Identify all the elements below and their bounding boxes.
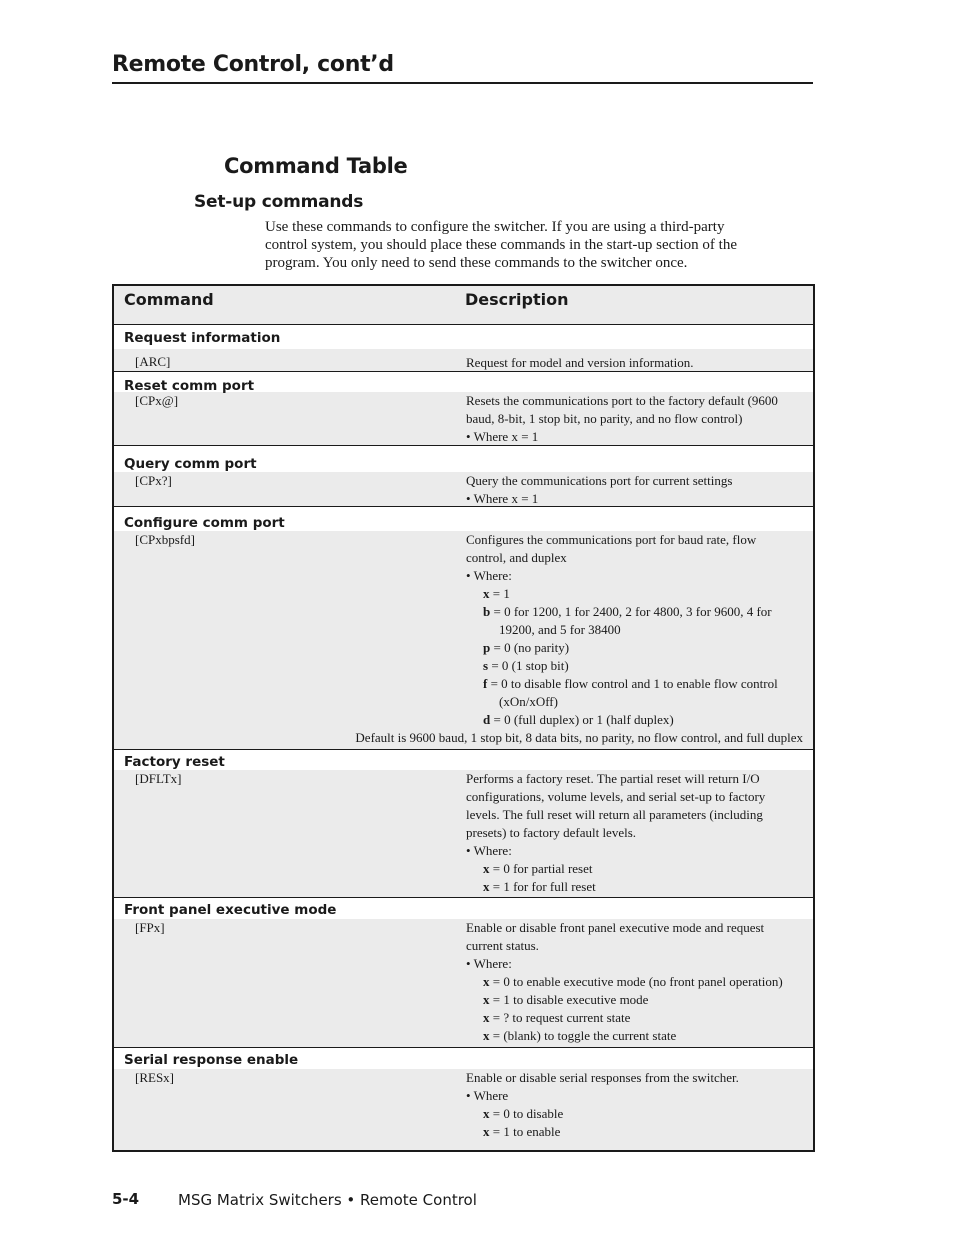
description-line: current status. bbox=[466, 938, 539, 953]
description-line: Performs a factory reset. The partial reset will return I/O bbox=[466, 771, 760, 786]
command-code: [CPx@] bbox=[135, 393, 179, 408]
command-description bbox=[466, 531, 806, 729]
section-heading-row bbox=[114, 897, 813, 919]
parameter-line: x = 0 for partial reset bbox=[483, 861, 593, 876]
intro-paragraph bbox=[265, 218, 805, 272]
description-line: presets) to factory default levels. bbox=[466, 825, 637, 840]
parameter-line: (xOn/xOff) bbox=[499, 694, 558, 709]
description-line: Resets the communications port to the factory default (9600 bbox=[466, 393, 778, 408]
parameter-line: x = ? to request current state bbox=[483, 1010, 631, 1025]
section-heading-row bbox=[114, 749, 813, 770]
subsection-title: Set-up commands bbox=[194, 192, 364, 212]
command-code: [ARC] bbox=[135, 354, 171, 369]
description-line: levels. The full reset will return all parameters (including bbox=[466, 807, 763, 822]
intro-line: Use these commands to configure the switcher. If you are using a third-party bbox=[265, 219, 725, 235]
column-header-description: Description bbox=[465, 290, 569, 309]
table-section bbox=[114, 506, 813, 749]
command-code: [RESx] bbox=[135, 1070, 174, 1085]
command-description bbox=[466, 392, 806, 446]
section-heading-row bbox=[114, 325, 813, 349]
command-code: [CPx?] bbox=[135, 473, 172, 488]
section-heading-row bbox=[114, 445, 813, 472]
section-heading: Configure comm port bbox=[124, 515, 285, 531]
parameter-line: x = 1 for for full reset bbox=[483, 879, 596, 894]
section-heading-row bbox=[114, 506, 813, 531]
description-line: configurations, volume levels, and serial set-up to factory bbox=[466, 789, 766, 804]
description-line: • Where: bbox=[466, 843, 512, 858]
description-line: baud, 8-bit, 1 stop bit, no parity, and no flow control) bbox=[466, 411, 743, 426]
section-heading: Query comm port bbox=[124, 456, 257, 472]
header-rule bbox=[112, 82, 813, 84]
section-heading-row bbox=[114, 371, 813, 392]
description-line: • Where: bbox=[466, 568, 512, 583]
table-section bbox=[114, 371, 813, 445]
table-section bbox=[114, 445, 813, 506]
section-heading-row bbox=[114, 1047, 813, 1069]
description-line: Enable or disable front panel executive mode and request bbox=[466, 920, 765, 935]
command-code: [CPxbpsfd] bbox=[135, 532, 195, 547]
intro-line: control system, you should place these commands in the start-up section of the bbox=[265, 237, 737, 253]
table-section bbox=[114, 1047, 813, 1150]
default-note: Default is 9600 baud, 1 stop bit, 8 data bits, no parity, no flow control, and full duplex bbox=[355, 730, 803, 745]
command-description bbox=[466, 354, 806, 372]
description-line: Request for model and version information. bbox=[466, 355, 694, 370]
description-line: • Where x = 1 bbox=[466, 429, 539, 444]
parameter-line: x = 0 to disable bbox=[483, 1106, 564, 1121]
parameter-line: x = (blank) to toggle the current state bbox=[483, 1028, 677, 1043]
column-header-command: Command bbox=[124, 290, 214, 309]
footer-title: MSG Matrix Switchers • Remote Control bbox=[178, 1191, 477, 1209]
parameter-line: f = 0 to disable flow control and 1 to enable flow control bbox=[483, 676, 778, 691]
section-heading: Factory reset bbox=[124, 754, 225, 770]
command-description bbox=[466, 1069, 806, 1141]
section-heading: Serial response enable bbox=[124, 1052, 299, 1068]
parameter-line: d = 0 (full duplex) or 1 (half duplex) bbox=[483, 712, 674, 727]
parameter-line: x = 1 to enable bbox=[483, 1124, 561, 1139]
command-description bbox=[466, 919, 806, 1045]
table-section bbox=[114, 897, 813, 1047]
description-line: control, and duplex bbox=[466, 550, 567, 565]
description-line: • Where: bbox=[466, 956, 512, 971]
description-line: Configures the communications port for baud rate, flow bbox=[466, 532, 757, 547]
table-section bbox=[114, 325, 813, 371]
parameter-line: x = 0 to enable executive mode (no front panel operation) bbox=[483, 974, 783, 989]
section-heading: Request information bbox=[124, 330, 281, 346]
command-code: [FPx] bbox=[135, 920, 165, 935]
description-line: Query the communications port for current settings bbox=[466, 473, 733, 488]
page-header-title: Remote Control, cont’d bbox=[112, 52, 394, 77]
section-title: Command Table bbox=[224, 154, 408, 178]
intro-line: program. You only need to send these commands to the switcher once. bbox=[265, 255, 688, 271]
description-line: • Where bbox=[466, 1088, 509, 1103]
section-heading: Front panel executive mode bbox=[124, 902, 337, 918]
table-header bbox=[114, 286, 813, 325]
parameter-line: x = 1 bbox=[483, 586, 510, 601]
description-line: • Where x = 1 bbox=[466, 491, 539, 506]
parameter-line: s = 0 (1 stop bit) bbox=[483, 658, 569, 673]
parameter-line: 19200, and 5 for 38400 bbox=[499, 622, 621, 637]
description-line: Enable or disable serial responses from the switcher. bbox=[466, 1070, 739, 1085]
section-heading: Reset comm port bbox=[124, 378, 255, 394]
parameter-line: p = 0 (no parity) bbox=[483, 640, 570, 655]
command-description bbox=[466, 770, 806, 896]
parameter-line: x = 1 to disable executive mode bbox=[483, 992, 649, 1007]
command-table bbox=[112, 284, 815, 1152]
parameter-line: b = 0 for 1200, 1 for 2400, 2 for 4800, 3 for 9600, 4 for bbox=[483, 604, 772, 619]
table-section bbox=[114, 749, 813, 897]
command-description bbox=[466, 472, 806, 508]
footer-page-number: 5-4 bbox=[112, 1190, 140, 1208]
command-code: [DFLTx] bbox=[135, 771, 182, 786]
